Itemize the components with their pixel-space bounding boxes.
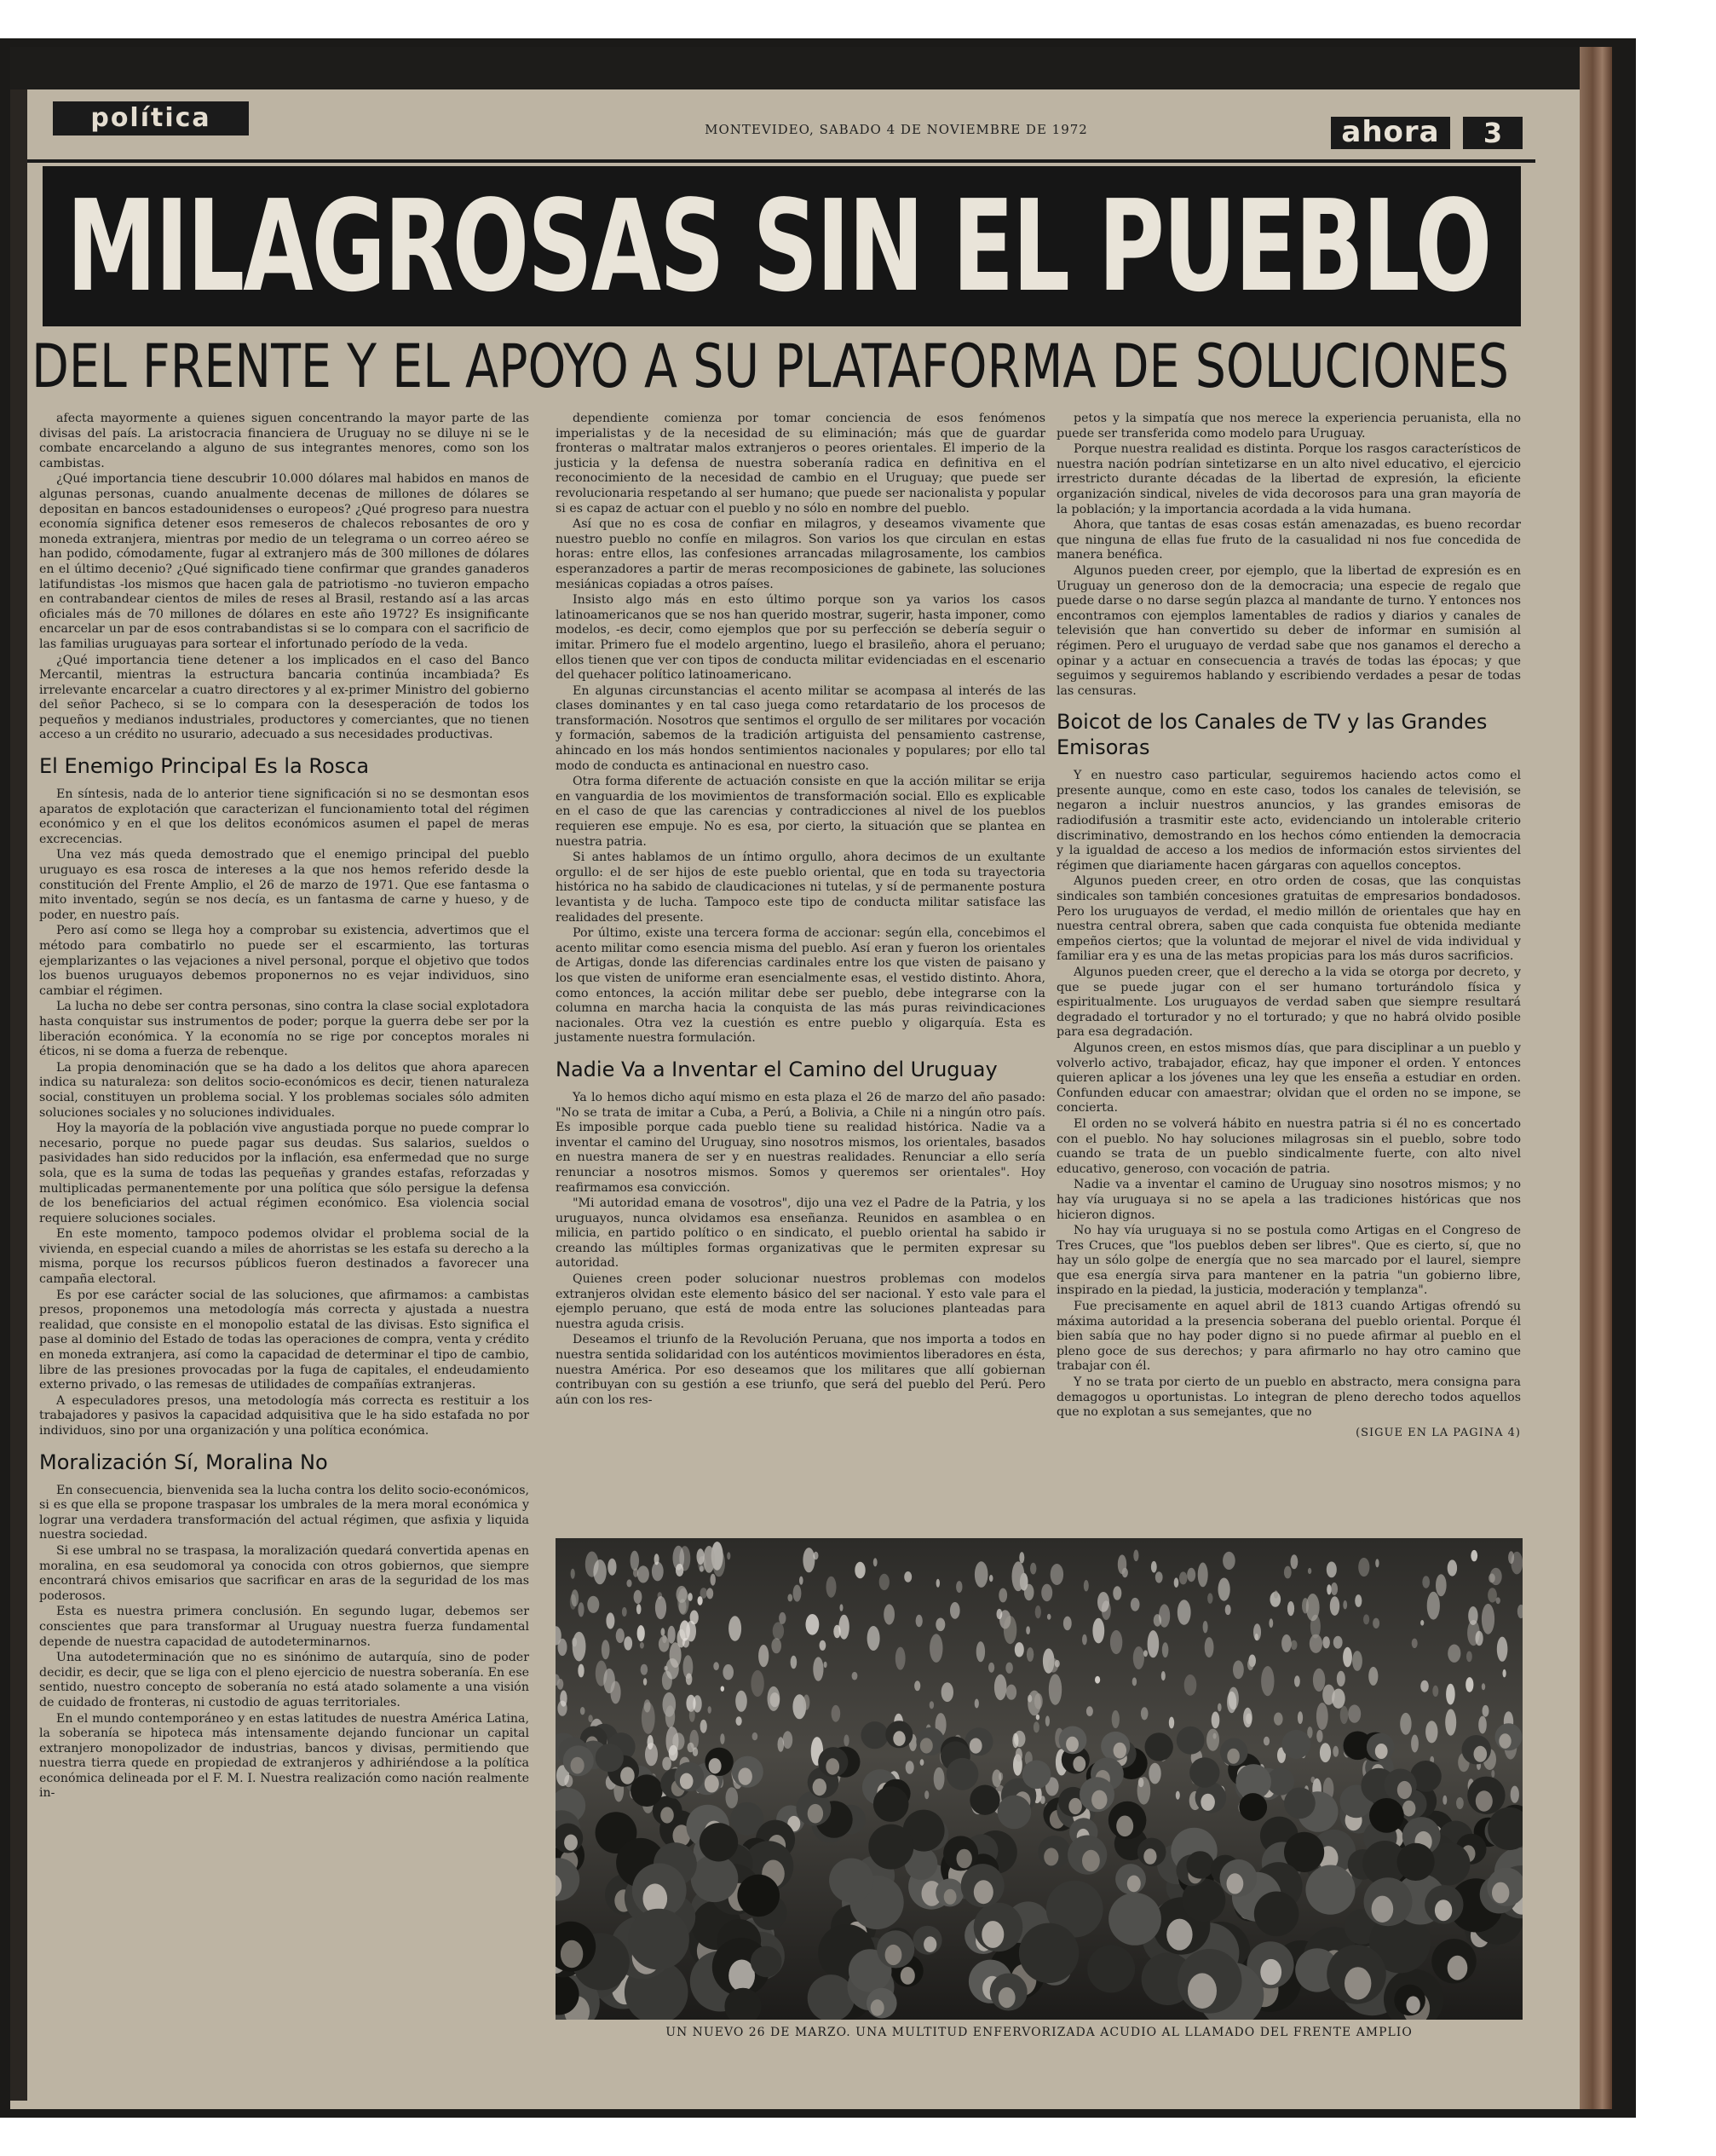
paragraph: Si antes hablamos de un íntimo orgullo, ahora decimos de un exultante orgullo: el de ser hijos de este pueblo oriental, que en toda su trayectoria histórica no ha sabido de claudicaciones ni tutelas, y sí de permanente postura levantista y de lucha. Tampoco este tipo de conducta militar satisface las realidades del presente.: [556, 850, 1045, 925]
section-heading: Boicot de los Canales de TV y las Grandes Emisoras: [1057, 710, 1488, 760]
paragraph: No hay vía uruguaya si no se postula como Artigas en el Congreso de Tres Cruces, que "los pueblos deben ser libres". Que es cierto, sí, que no hay un sólo golpe de energía que no sea marcado por el laurel, siempre que esa energía sirva para mantener en la patria "un gobierno libre, inspirado en la piedad, la justicia, moderación y templanza".: [1057, 1224, 1521, 1298]
paragraph: Es por ese carácter social de las soluciones, que afirmamos: a cambistas presos, proponemos una metodología más correcta y ajustada a nuestra realidad, que consiste en el monopolio estatal de las divisas. Esto significa el pase al dominio del Estado de todas las operaciones de compra, venta y crédito en moneda extranjera, así como la capacidad de determinar el tipo de cambio, libre de las presiones provocadas por la fuga de capitales, el endeudamiento externo privado, o las remesas de utilidades de compañías extranjeras.: [39, 1288, 529, 1392]
crowd-photo: [556, 1538, 1523, 2020]
paragraph: Ya lo hemos dicho aquí mismo en esta plaza el 26 de marzo del año pasado: "No se trata de imitar a Cuba, a Perú, a Bolivia, a Chile ni a ningún otro país. Es imposible porque cada pueblo tiene su realidad histórica. Nadie va a inventar el camino del Uruguay, sino nosotros mismos, los orientales, basados en nuestra manera de ser y en nuestras realidades. Renunciar a ello sería renunciar a nosotros mismos. Somos y queremos ser orientales". Hoy reafirmamos esa convicción.: [556, 1090, 1045, 1195]
brand-logo: ahora: [1331, 117, 1450, 149]
page-number: 3: [1463, 117, 1523, 149]
headline-band: [43, 166, 1521, 326]
paragraph: Deseamos el triunfo de la Revolución Peruana, que nos importa a todos en nuestra sentida solidaridad con los auténticos movimientos liberadores en ésta, nuestra América. Por eso deseamos que los militares que allí gobiernan contribuyan con su gestión a ese triunfo, que será del pueblo del Perú. Pero aún con los res-: [556, 1333, 1045, 1407]
article-column-3: [1057, 412, 1521, 1498]
continuation-note: (SIGUE EN LA PAGINA 4): [1356, 1426, 1521, 1439]
article-column-1: [39, 412, 529, 2048]
section-heading: El Enemigo Principal Es la Rosca: [39, 754, 370, 779]
paragraph: Porque nuestra realidad es distinta. Porque los rasgos característicos de nuestra nación podrían sintetizarse en un alto nivel educativo, el ejercicio irrestricto durante décadas de la libertad de expresión, la eficiente organización sindical, niveles de vida decorosos para una gran mayoría de la población; y la importancia acordada a la vida humana.: [1057, 442, 1521, 516]
top-shadow: [10, 47, 1612, 89]
paragraph: En síntesis, nada de lo anterior tiene significación si no se desmontan esos aparatos de explotación que caracterizan el funcionamiento total del régimen económico y en el que los delitos económicos asumen el papel de meras excrecencias.: [39, 787, 529, 846]
paragraph: Hoy la mayoría de la población vive angustiada porque no puede comprar lo necesario, porque no puede pagar sus deudas. Sus salarios, sueldos o pasividades han sido reducidos por la inflación, esa enfermedad que no surge sola, que es la suma de todas las pequeñas y grandes estafas, reforzadas y multiplicadas permanentemente por una política que sólo persigue la defensa de los beneficiarios del actual régimen económico. Esa violencia social requiere soluciones sociales.: [39, 1121, 529, 1225]
paragraph: A especuladores presos, una metodología más correcta es restituir a los trabajadores y pasivos la capacidad adquisitiva que le ha sido estafada no por individuos, sino por una organización y una política económica.: [39, 1393, 529, 1438]
dateline: MONTEVIDEO, SABADO 4 DE NOVIEMBRE DE 1972: [705, 122, 1088, 137]
binding-spine: [10, 89, 27, 2101]
paragraph: Algunos pueden creer, que el derecho a la vida se otorga por decreto, y que se puede jugar con el ser humano torturándolo física y espiritualmente. Los uruguayos de verdad saben que siempre resultará degradado el torturador y no el torturado; y que no habrá olvido posible para esa degradación.: [1057, 966, 1521, 1040]
paragraph: Ahora, que tantas de esas cosas están amenazadas, es bueno recordar que ninguna de ellas fue fruto de la casualidad ni nos fue concedida de manera benéfica.: [1057, 518, 1521, 562]
paragraph: La lucha no debe ser contra personas, sino contra la clase social explotadora hasta conquistar sus instrumentos de poder; porque la guerra debe ser por la liberación económica. Y la economía no se rige por conceptos morales ni éticos, ni se doma a fuerza de rebenque.: [39, 1000, 529, 1059]
paragraph: afecta mayormente a quienes siguen concentrando la mayor parte de las divisas del país. La aristocracia financiera de Uruguay no se diluye ni se le combate encarcelando a alguno de sus integrantes menores, como son los cambistas.: [39, 412, 529, 470]
paragraph: Nadie va a inventar el camino de Uruguay sino nosotros mismos; y no hay vía uruguaya si no se apela a las tradiciones históricas que nos hicieron dignos.: [1057, 1178, 1521, 1222]
paragraph: Algunos creen, en estos mismos días, que para disciplinar a un pueblo y volverlo activo, trabajador, eficaz, hay que imponer el orden. Y entonces quieren aplicar a los jóvenes una ley que les enseña a estudiar en orden. Confunden educar con amaestrar; olvidan que el orden no se impone, se concierta.: [1057, 1041, 1521, 1115]
paragraph: Y no se trata por cierto de un pueblo en abstracto, mera consigna para demagogos u oportunistas. Lo integran de pleno derecho todos aquellos que no explotan a sus semejantes, que no: [1057, 1375, 1521, 1420]
paragraph: Algunos pueden creer, en otro orden de cosas, que las conquistas sindicales son también concesiones gratuitas de empresarios bondadosos. Pero los uruguayos de verdad, el medio millón de orientales que hay en nuestra central obrera, saben que cada conquista fue obtenida mediante empeños ciertos; que la voluntad de mejorar el nivel de vida individual y familiar era y es una de las metas propicias para los más duros sacrificios.: [1057, 874, 1521, 964]
subheadline: DEL FRENTE Y EL APOYO A SU PLATAFORMA DE SOLUCIONES: [32, 331, 1510, 401]
paragraph: Así que no es cosa de confiar en milagros, y deseamos vivamente que nuestro pueblo no confíe en milagros. Son varios los que circulan en estas horas: entre ellos, las confesiones arrancadas milagrosamente, los cambios esperanzadores a partir de meras recomposiciones de gabinete, las soluciones mesiánicas copiadas a otros países.: [556, 517, 1045, 591]
paragraph: En consecuencia, bienvenida sea la lucha contra los delito socio-económicos, si es que ella se propone traspasar los umbrales de la mera moral económica y lograr una verdadera transformación del actual régimen, que asfixia y liquida nuestra sociedad.: [39, 1483, 529, 1542]
paragraph: En algunas circunstancias el acento militar se acompasa al interés de las clases dominantes y en tal caso juega como retardatario de los procesos de transformación. Nosotros que sentimos el orgullo de ser militares por vocación y formación, sabemos de la tradición artiguista del pensamiento castrense, ahincado en los más hondos sentimientos nacionales y populares; por ello tal modo de conducta es antinacional en nuestro caso.: [556, 683, 1045, 773]
paragraph: En este momento, tampoco podemos olvidar el problema social de la vivienda, en especial cuando a miles de ahorristas se les estafa su derecho a la misma, porque los recursos públicos fueron destinados a favorecer una campaña electoral.: [39, 1227, 529, 1287]
paragraph: "Mi autoridad emana de vosotros", dijo una vez el Padre de la Patria, y los uruguayos, nunca olvidamos esa enseñanza. Reunidos en asamblea o en milicia, en partido político o en sindicato, el pueblo oriental ha sabido ir creando las múltiples formas organizativas que le permiten expresar su autoridad.: [556, 1196, 1045, 1271]
masthead-rule: [27, 159, 1535, 163]
paragraph: ¿Qué importancia tiene descubrir 10.000 dólares mal habidos en manos de algunas personas, cuando anualmente decenas de millones de dólares se depositan en bancos estadounidenses o europeos? ¿Qué progreso para nuestra economía significa detener esos remeseros de chalecos rebosantes de oro y moneda extranjera, mientras por medio de un telegrama o un correo aéreo se han podido, cómodamente, fugar al extranjero más de 300 millones de dólares en el último decenio? ¿Qué significado tiene confirmar que grandes ganaderos latifundistas -los mismos que hacen gala de patriotismo -no tuvieron empacho en contrabandear cientos de miles de reses al Brasil, restando así a las arcas oficiales más de 70 millones de dólares en este año 1972? Es insignificante encarcelar un par de esos contrabandistas si se lo compara con el sacrificio de las familias uruguayas para sortear el infortunado período de la veda.: [39, 472, 529, 651]
section-heading: Nadie Va a Inventar el Camino del Uruguay: [556, 1057, 998, 1081]
paragraph: Por último, existe una tercera forma de accionar: según ella, concebimos el acento militar como esencia misma del pueblo. Así eran y fueron los orientales de Artigas, donde las diferencias cardinales entre los que visten de paisano y los que visten de uniforme eran esencialmente esas, el vestido distinto. Ahora, como entonces, la acción militar debe ser pueblo, debe integrarse con la columna en marcha hacia la conquista de las más puras reivindicaciones nacionales. Otra vez la cuestión es entre pueblo y oligarquía. Esta es justamente nuestra formulación.: [556, 926, 1045, 1046]
section-tag: política: [53, 101, 249, 135]
section-heading: Moralización Sí, Moralina No: [39, 1450, 328, 1474]
paragraph: Quienes creen poder solucionar nuestros problemas con modelos extranjeros olvidan este elemento básico del ser nacional. Y esto vale para el ejemplo peruano, que está de moda entre las soluciones planteadas para nuestra aguda crisis.: [556, 1272, 1045, 1331]
page-edge: [1580, 47, 1612, 2109]
photo-caption: UN NUEVO 26 DE MARZO. UNA MULTITUD ENFERVORIZADA ACUDIO AL LLAMADO DEL FRENTE AMPLIO: [665, 2026, 1413, 2039]
paragraph: Y en nuestro caso particular, seguiremos haciendo actos como el presente aunque, como en este caso, todos los canales de televisión, se negaron a incluir nuestros anuncios, y las grandes emisoras de radiodifusión a trasmitir este acto, evidenciando un intolerable criterio discriminativo, demostrando en los hechos cómo entienden la democracia y la igualdad de acceso a los medios de información estos sirvientes del régimen que diariamente hacen gárgaras con aquellos conceptos.: [1057, 769, 1521, 873]
crowd-photo-image: [556, 1538, 1523, 2020]
headline: MILAGROSAS SIN EL PUEBLO: [66, 173, 1491, 320]
paragraph: Insisto algo más en esto último porque son ya varios los casos latinoamericanos que se nos han querido mostrar, sugerir, hasta imponer, como modelos, -es decir, como ejemplos que por su perfección se debería seguir o imitar. Primero fue el modelo argentino, luego el brasileño, ahora el peruano; ellos tienen que ver con tipos de conducta militar evidenciadas en el escenario del quehacer político latinoamericano.: [556, 593, 1045, 683]
paragraph: Si ese umbral no se traspasa, la moralización quedará convertida apenas en moralina, en esa seudomoral ya conocida con otros gobiernos, que siempre encontrará chivos emisarios que sacrificar en aras de la seguridad de los mas poderosos.: [39, 1543, 529, 1603]
paragraph: Pero así como se llega hoy a comprobar su existencia, advertimos que el método para combatirlo no puede ser el escarmiento, las torturas ejemplarizantes o las vejaciones a nivel personal, porque el objetivo que todos los buenos uruguayos debemos proponernos no es vejar individuos, sino cambiar el régimen.: [39, 924, 529, 998]
paragraph: Otra forma diferente de actuación consiste en que la acción militar se erija en vanguardia de los movimientos de transformación social. Ello es explicable en el caso de que las carencias y contradicciones al nivel de los pueblos requieren ese empuje. No es esa, por cierto, la situación que se plantea en nuestra patria.: [556, 775, 1045, 849]
paragraph: Algunos pueden creer, por ejemplo, que la libertad de expresión es en Uruguay un generoso don de la democracia; una especie de regalo que puede darse o no darse según plazca al mandante de turno. Y entonces nos encontramos con ejemplos lamentables de radios y diarios y canales de televisión que han convertido su deber de informar en sumisión al régimen. Pero el uruguayo de verdad sabe que nos ganamos el derecho a opinar y a actuar en consecuencia a través de todas las épocas; y que seguimos y seguiremos hablando y escribiendo verdades a pesar de todas las censuras.: [1057, 563, 1521, 698]
newspaper-page: [10, 47, 1612, 2109]
paragraph: Una autodeterminación que no es sinónimo de autarquía, sino de poder decidir, es decir, que se liga con el pleno ejercicio de nuestra soberanía. En ese sentido, nuestro concepto de soberanía no está atado solamente a una visión de cuidado de fronteras, ni custodio de aguas territoriales.: [39, 1651, 529, 1709]
paragraph: El orden no se volverá hábito en nuestra patria si él no es concertado con el pueblo. No hay soluciones milagrosas sin el pueblo, sobre todo cuando se trata de un pueblo sindicalmente fuerte, con alto nivel educativo, generoso, con vocación de patria.: [1057, 1116, 1521, 1176]
article-column-2: [556, 412, 1045, 1498]
paragraph: ¿Qué importancia tiene detener a los implicados en el caso del Banco Mercantil, mientras la estructura bancaria continúa incambiada? Es irrelevante encarcelar a cuatro directores y al ex-primer Ministro del gobierno del señor Pacheco, si se lo compara con la desesperación de todos los pequeños y medianos industriales, productores y comerciantes, que no tienen acceso a un crédito no usurario, adecuado a sus necesidades productivas.: [39, 653, 529, 742]
paragraph: En el mundo contemporáneo y en estas latitudes de nuestra América Latina, la soberanía se hipoteca más intensamente dejando funcionar un capital extranjero monopolizador de industrias, bancos y divisas, permitiendo que nuestra tierra quede en propiedad de extranjeros y adhiriéndose a la política económica delineada por el F. M. I. Nuestra realización como nación realmente in-: [39, 1711, 529, 1801]
paragraph: Una vez más queda demostrado que el enemigo principal del pueblo uruguayo es esa rosca de intereses a la que nos hemos referido desde la constitución del Frente Amplio, el 26 de marzo de 1971. Que ese fantasma o mito inventado, según se nos decía, es un fantasma de carne y hueso, y de poder, en nuestro país.: [39, 848, 529, 922]
paragraph: La propia denominación que se ha dado a los delitos que ahora aparecen indica su naturaleza: son delitos socio-económicos es decir, tienen naturaleza social, constituyen un problema social. Y los problemas sociales sólo admiten soluciones sociales y no soluciones individuales.: [39, 1060, 529, 1120]
paragraph: Fue precisamente en aquel abril de 1813 cuando Artigas ofrendó su máxima autoridad a la presencia soberana del pueblo oriental. Porque él bien sabía que no hay poder digno si no puede afirmar al pueblo en el pleno goce de sus derechos; y para afirmarlo no hay otro camino que trabajar con él.: [1057, 1300, 1521, 1374]
paragraph: Esta es nuestra primera conclusión. En segundo lugar, debemos ser conscientes que para transformar al Uruguay nuestra fuerza fundamental depende de nuestra capacidad de autodeterminarnos.: [39, 1605, 529, 1649]
paragraph: dependiente comienza por tomar conciencia de esos fenómenos imperialistas y de la necesidad de su eliminación; más que de guardar fronteras o maltratar malos extranjeros o peores orientales. El imperio de la justicia y la defensa de nuestra soberanía radica en definitiva en el reconocimiento de la necesidad de cambio en el Uruguay; que puede ser revolucionaria respetando al ser humano; que puede ser nacionalista y popular si es capaz de actuar con el pueblo y no sólo en nombre del pueblo.: [556, 412, 1045, 516]
paragraph: petos y la simpatía que nos merece la experiencia peruanista, ella no puede ser transferida como modelo para Uruguay.: [1057, 412, 1521, 441]
